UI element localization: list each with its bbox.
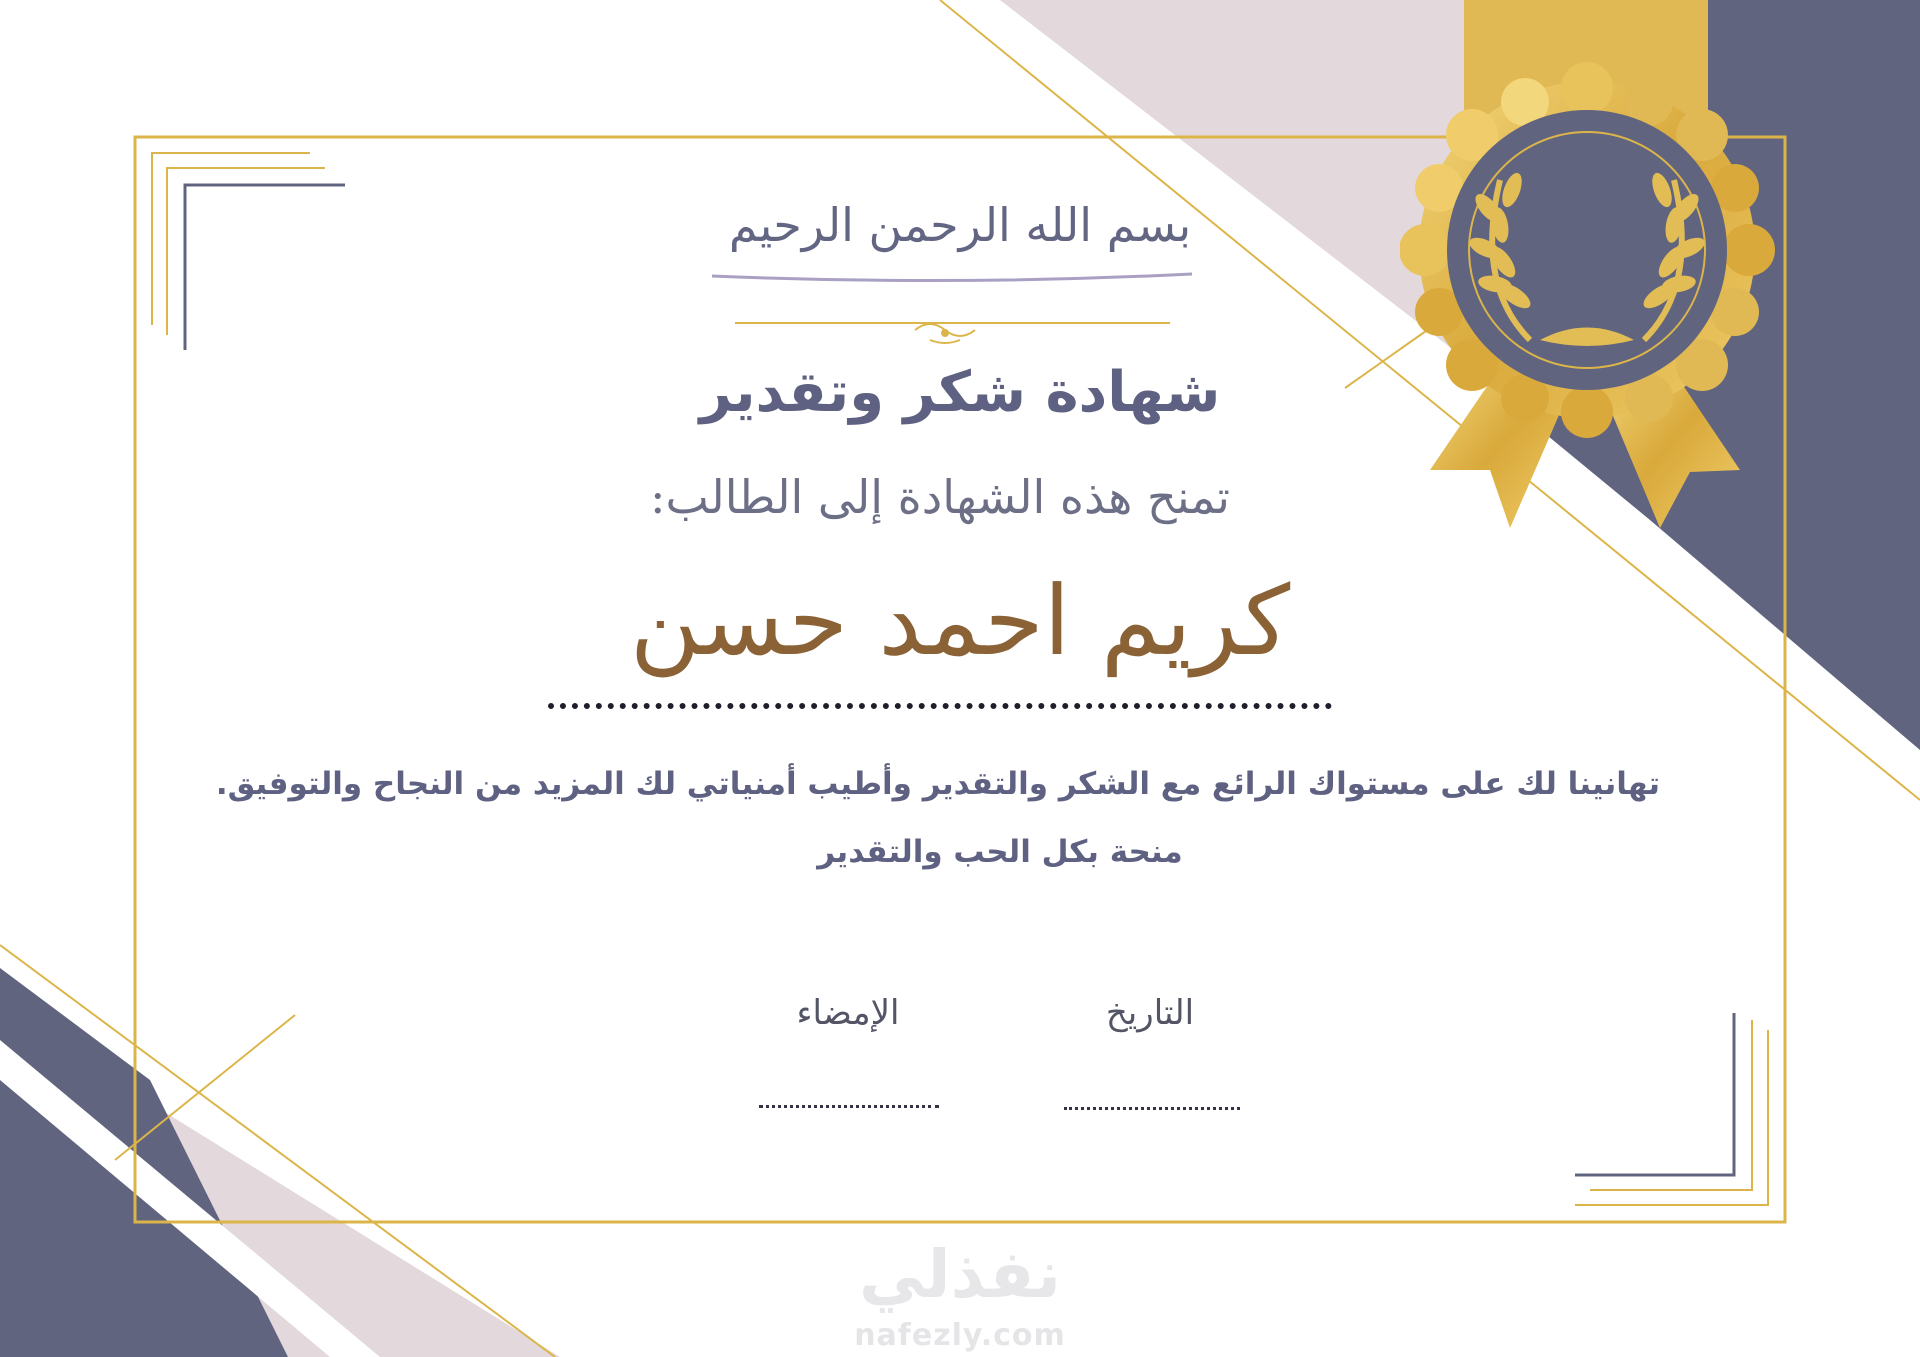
signature-dotted-line	[759, 1105, 939, 1108]
closing-line: منحة بكل الحب والتقدير	[817, 834, 1183, 870]
certificate-title: شهادة شكر وتقدير	[699, 360, 1221, 425]
recipient-name: كريم احمد حسن	[629, 565, 1291, 677]
date-label: التاريخ	[1105, 993, 1195, 1033]
certificate-subtitle: تمنح هذه الشهادة إلى الطالب:	[650, 470, 1230, 524]
corner-ornament-top-left	[152, 153, 345, 350]
award-seal	[1400, 0, 1780, 540]
date-dotted-line	[1064, 1107, 1240, 1110]
corner-ornament-bottom-right	[1575, 1013, 1768, 1205]
basmala-calligraphy: بسم الله الرحمن الرحيم	[728, 198, 1192, 252]
signature-label: الإمضاء	[796, 993, 900, 1033]
watermark-logo-latin: nafezly.com	[854, 1318, 1066, 1353]
watermark-logo-arabic: نفذلي	[859, 1236, 1061, 1313]
congratulation-message: تهانينا لك على مستواك الرائع مع الشكر والتقدير وأطيب أمنياتي لك المزيد من النجاح والتوفيق.	[215, 766, 1660, 802]
basmala-divider	[735, 323, 1170, 343]
recipient-name-dotted-line	[548, 703, 1332, 709]
